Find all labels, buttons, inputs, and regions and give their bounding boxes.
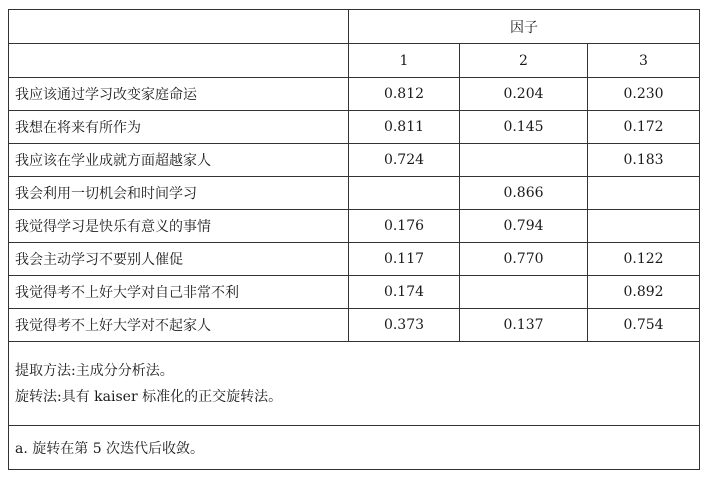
- loading-f2: 0.137: [460, 309, 588, 342]
- loading-f1: 0.176: [349, 210, 460, 243]
- loading-f3: [588, 210, 700, 243]
- loading-f1: 0.373: [349, 309, 460, 342]
- loading-f3: 0.230: [588, 78, 700, 111]
- method-notes: [9, 342, 700, 426]
- loading-f1: 0.724: [349, 144, 460, 177]
- item-label: 我会主动学习不要别人催促: [9, 243, 349, 276]
- table-row: [9, 243, 700, 276]
- loading-f2: 0.866: [460, 177, 588, 210]
- factor-group-header: 因子: [349, 10, 700, 44]
- table-row: [9, 78, 700, 111]
- loading-f1: 0.117: [349, 243, 460, 276]
- factor-2-header: 2: [460, 44, 588, 78]
- loading-f2: 0.204: [460, 78, 588, 111]
- item-label: 我觉得学习是快乐有意义的事情: [9, 210, 349, 243]
- loading-f2: [460, 276, 588, 309]
- header-factor-row: [9, 44, 700, 78]
- item-label: 我会利用一切机会和时间学习: [9, 177, 349, 210]
- factor-1-header: 1: [349, 44, 460, 78]
- loading-f1: 0.811: [349, 111, 460, 144]
- table-row: [9, 111, 700, 144]
- header-empty-cell: [9, 10, 349, 44]
- table-row: [9, 210, 700, 243]
- loading-f1: 0.812: [349, 78, 460, 111]
- item-label: 我觉得考不上好大学对不起家人: [9, 309, 349, 342]
- loading-f3: 0.754: [588, 309, 700, 342]
- table-row: [9, 309, 700, 342]
- factor-3-header: 3: [588, 44, 700, 78]
- loading-f2: [460, 144, 588, 177]
- loading-f3: 0.122: [588, 243, 700, 276]
- loading-f2: 0.770: [460, 243, 588, 276]
- loading-f2: 0.794: [460, 210, 588, 243]
- factor-loading-table: [8, 9, 700, 470]
- item-label: 我想在将来有所作为: [9, 111, 349, 144]
- table-row: [9, 144, 700, 177]
- notes-row: [9, 342, 700, 426]
- loading-f1: [349, 177, 460, 210]
- item-label: 我应该通过学习改变家庭命运: [9, 78, 349, 111]
- factor-loading-table-container: [8, 9, 699, 470]
- table-row: [9, 276, 700, 309]
- item-label: 我觉得考不上好大学对自己非常不利: [9, 276, 349, 309]
- rotation-method-note: 旋转法:具有 kaiser 标准化的正交旋转法。: [15, 388, 283, 405]
- header-group-row: [9, 10, 700, 44]
- header-empty-cell: [9, 44, 349, 78]
- loading-f1: 0.174: [349, 276, 460, 309]
- extraction-method-note: 提取方法:主成分分析法。: [15, 362, 174, 379]
- item-label: 我应该在学业成就方面超越家人: [9, 144, 349, 177]
- table-row: [9, 177, 700, 210]
- footnote-row: [9, 426, 700, 470]
- convergence-footnote: a. 旋转在第 5 次迭代后收敛。: [9, 426, 700, 470]
- loading-f3: 0.892: [588, 276, 700, 309]
- loading-f2: 0.145: [460, 111, 588, 144]
- loading-f3: 0.183: [588, 144, 700, 177]
- loading-f3: 0.172: [588, 111, 700, 144]
- loading-f3: [588, 177, 700, 210]
